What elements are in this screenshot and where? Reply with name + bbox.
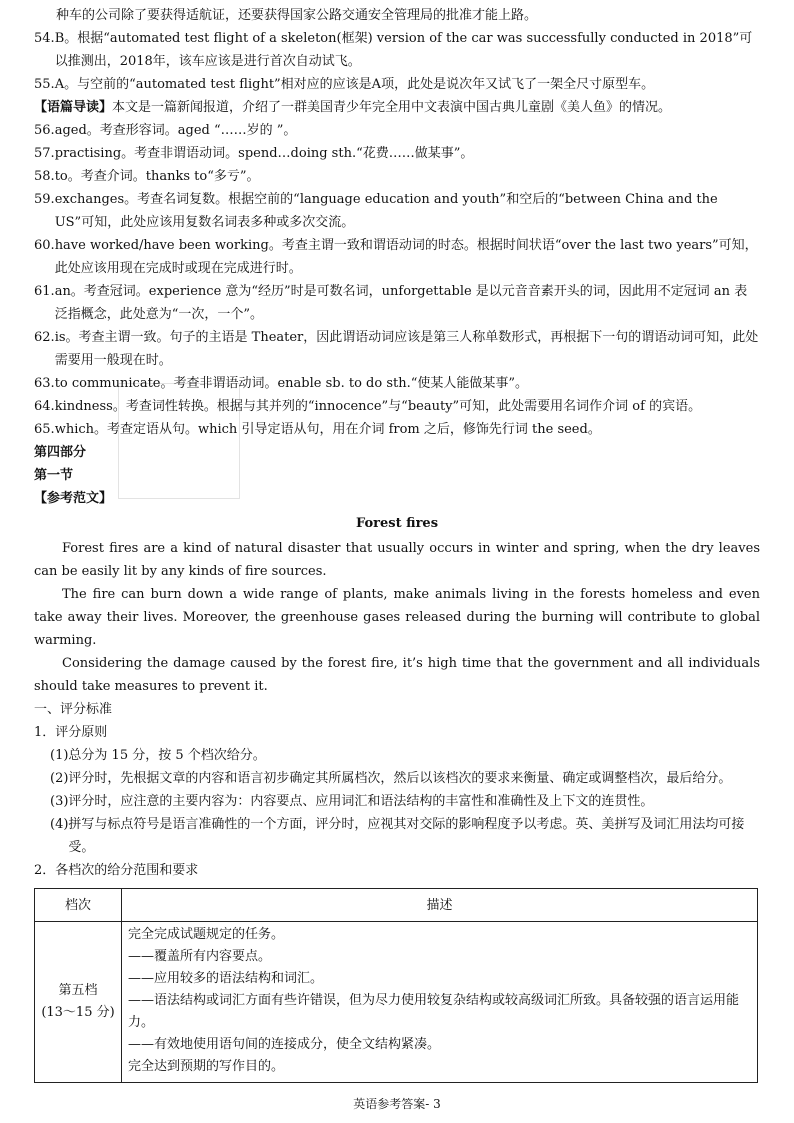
level-cell [35, 922, 122, 1083]
answer-number: 62. [34, 330, 55, 345]
principles-list [34, 744, 760, 859]
ranges-heading: 2．各档次的给分范围和要求 [34, 863, 199, 878]
answer-text: aged。考查形容词。aged “……岁的 ”。 [54, 123, 297, 138]
principle-number: (4) [50, 817, 69, 832]
answer-text: have worked/have been working。考查主谓一致和谓语动词的时态。根据时间状语“over the last two years”可知，此处应该用现在完成时或现在完成进行时。 [54, 238, 758, 276]
answer-number: 63. [34, 376, 55, 391]
page-footer: 英语参考答案- 3 [353, 1097, 441, 1111]
principle-text: 评分时，先根据文章的内容和语言初步确定其所属档次，然后以该档次的要求来衡量、确定或调整档次，最后给分。 [68, 771, 732, 786]
answer-text: B。根据“automated test flight of a skeleton(框架) version of the car was successfully conducted in 2018”可以推测出，2018年，该车应该是进行首次自动试飞。 [54, 31, 753, 69]
principle-number: (3) [50, 794, 69, 809]
answer-63 [34, 372, 760, 395]
answer-57 [34, 142, 760, 165]
answer-64 [34, 395, 760, 418]
principle-text: 总分为 15 分，按 5 个档次给分。 [68, 748, 266, 763]
answer-54 [34, 27, 760, 73]
answer-61 [34, 280, 760, 326]
answer-text: is。考查主谓一致。句子的主语是 Theater，因此谓语动词应该是第三人称单数形式，再根据下一句的谓语动词可知，此处需要用一般现在时。 [54, 330, 759, 368]
answer-56 [34, 119, 760, 142]
column-header-level: 档次 [35, 889, 122, 922]
answer-text: to communicate。考查非谓语动词。enable sb. to do sth.“使某人能做某事”。 [54, 376, 529, 391]
description-line: 完全达到预期的写作目的。 [128, 1059, 285, 1074]
answer-number: 65. [34, 422, 55, 437]
continued-line: 种车的公司除了要获得适航证，还要获得国家公路交通安全管理局的批准才能上路。 [56, 8, 538, 23]
level-range: (13～15 分) [41, 1005, 115, 1020]
principle-3 [50, 790, 760, 813]
part-heading: 第四部分 [34, 445, 87, 460]
principle-2 [50, 767, 760, 790]
essay-paragraph-2: The fire can burn down a wide range of plants, make animals living in the forests homeless and even take away their lives. Moreover, the greenhouse gases released during the burning will contribute to global warming. [34, 587, 760, 648]
principle-number: (1) [50, 748, 69, 763]
answer-number: 59. [34, 192, 55, 207]
principle-text: 评分时，应注意的主要内容为：内容要点、应用词汇和语法结构的丰富性和准确性及上下文的连贯性。 [68, 794, 654, 809]
principle-number: (2) [50, 771, 69, 786]
column-header-description: 描述 [122, 889, 758, 922]
level-name: 第五档 [58, 983, 98, 998]
answer-text: A。与空前的“automated test flight”相对应的应该是A项，此处是说次年又试飞了一架全尺寸原型车。 [54, 77, 655, 92]
table-row [35, 922, 758, 1083]
answer-number: 54. [34, 31, 55, 46]
section-heading: 第一节 [34, 468, 74, 483]
essay-paragraph-3: Considering the damage caused by the forest fire, it’s high time that the government and all individuals should take measures to prevent it. [34, 656, 760, 694]
table-header-row [35, 889, 758, 922]
principle-4 [50, 813, 760, 859]
principle-text: 拼写与标点符号是语言准确性的一个方面，评分时，应视其对交际的影响程度予以考虑。英、美拼写及词汇用法均可接受。 [68, 817, 745, 855]
answer-number: 56. [34, 123, 55, 138]
principle-1 [50, 744, 760, 767]
description-line: ——语法结构或词汇方面有些许错误，但为尽力使用较复杂结构或较高级词汇所致。具备较强的语言运用能力。 [128, 993, 740, 1030]
answer-text: kindness。考查词性转换。根据与其并列的“innocence”与“beauty”可知，此处需要用名词作介词 of 的宾语。 [54, 399, 702, 414]
description-line: 完全完成试题规定的任务。 [128, 927, 285, 942]
description-line: ——应用较多的语法结构和词汇。 [128, 971, 324, 986]
sample-essay-tag: 【参考范文】 [34, 491, 113, 506]
answer-number: 61. [34, 284, 55, 299]
answer-number: 58. [34, 169, 55, 184]
grading-table [34, 888, 758, 1083]
answer-55 [34, 73, 760, 96]
description-cell [122, 922, 758, 1083]
answer-58 [34, 165, 760, 188]
scoring-heading: 一、评分标准 [34, 702, 113, 717]
answer-number: 55. [34, 77, 55, 92]
essay-title: Forest fires [355, 516, 439, 531]
page-content [34, 4, 760, 1083]
description-line: ——有效地使用语句间的连接成分，使全文结构紧凑。 [128, 1037, 441, 1052]
answer-text: an。考查冠词。experience 意为“经历”时是可数名词，unforgettable 是以元音音素开头的词，因此用不定冠词 an 表泛指概念，此处意为“一次，一个”。 [54, 284, 748, 322]
answer-60 [34, 234, 760, 280]
answer-text: which。考查定语从句。which 引导定语从句，用在介词 from 之后，修饰先行词 the seed。 [54, 422, 601, 437]
answer-62 [34, 326, 760, 372]
answer-number: 60. [34, 238, 55, 253]
passage-guide [34, 96, 760, 119]
answer-65 [34, 418, 760, 441]
answer-number: 64. [34, 399, 55, 414]
answer-text: exchanges。考查名词复数。根据空前的“language education and youth”和空后的“between China and the US”可知，此处应该用复数名词表多种或多次交流。 [54, 192, 718, 230]
essay-paragraph-1: Forest fires are a kind of natural disaster that usually occurs in winter and spring, when the dry leaves can be easily lit by any kinds of fire sources. [34, 541, 760, 579]
answer-number: 57. [34, 146, 55, 161]
description-line: ——覆盖所有内容要点。 [128, 949, 272, 964]
answer-text: practising。考查非谓语动词。spend…doing sth.“花费……做某事”。 [54, 146, 474, 161]
guide-text: 本文是一篇新闻报道，介绍了一群美国青少年完全用中文表演中国古典儿童剧《美人鱼》的情况。 [112, 100, 672, 115]
answer-59 [34, 188, 760, 234]
answer-text: to。考查介词。thanks to“多亏”。 [54, 169, 260, 184]
guide-tag: 【语篇导读】 [34, 100, 113, 115]
principles-heading: 1．评分原则 [34, 725, 108, 740]
